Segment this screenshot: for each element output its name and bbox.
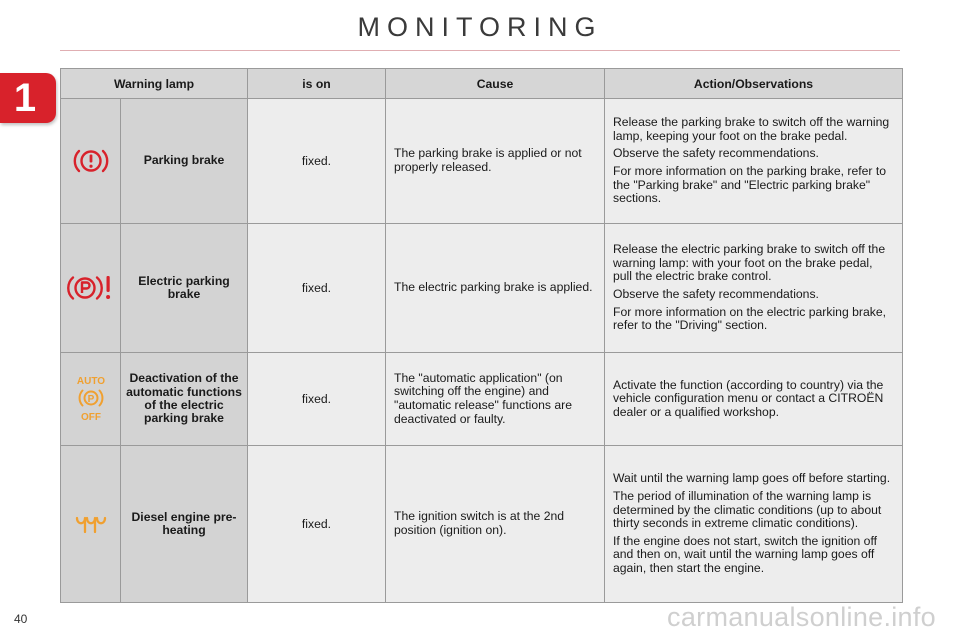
action-text: Release the electric parking brake to switch off the warning lamp: with your foot on the brake pedal, pull the electric brake control. — [613, 242, 886, 284]
action-text: The period of illumination of the warning lamp is determined by the climatic conditions (up to about thirty seconds in extreme climatic conditions). — [613, 488, 882, 531]
column-header-is-on: is on — [248, 69, 386, 99]
lamp-state: fixed. — [248, 353, 386, 446]
diesel-preheating-icon — [73, 513, 109, 535]
page-number: 40 — [14, 612, 28, 626]
action-text: Observe the safety recommendations. — [613, 287, 819, 301]
watermark: carmanualsonline.info — [667, 602, 936, 632]
title-divider — [60, 50, 900, 51]
warning-lamp-name: Parking brake — [121, 99, 248, 224]
table-row — [61, 224, 903, 353]
cause-text: The ignition switch is at the 2nd position (ignition on). — [386, 446, 605, 603]
warning-lamp-name: Deactivation of the automatic functions of the electric parking brake — [121, 353, 248, 446]
column-header-cause: Cause — [386, 69, 605, 99]
action-text: For more information on the electric parking brake, refer to the "Driving" section. — [613, 304, 886, 333]
lamp-state: fixed. — [248, 446, 386, 603]
table-row — [61, 99, 903, 224]
cause-text: The parking brake is applied or not properly released. — [386, 99, 605, 224]
action-text: If the engine does not start, switch the ignition off and then on, wait until the warning lamp goes off again, then start the engine. — [613, 533, 878, 576]
parking-brake-warning-icon — [71, 146, 111, 176]
lamp-state: fixed. — [248, 224, 386, 353]
icon-off-text: OFF — [80, 412, 101, 423]
action-text: Activate the function (according to country) via the vehicle configuration menu or contact a CITROËN dealer or a qualified workshop. — [613, 377, 884, 419]
page-title: MONITORING — [357, 12, 603, 42]
warning-lamp-name: Diesel engine pre-heating — [121, 446, 248, 603]
action-text: For more information on the parking brake, refer to the "Parking brake" and "Electric parking brake" sections. — [613, 164, 886, 206]
icon-auto-text: AUTO — [76, 376, 105, 387]
action-text: Release the parking brake to switch off the warning lamp, keeping your foot on the brake pedal. — [613, 115, 890, 143]
icon-p-text: P — [87, 394, 94, 405]
auto-parking-brake-off-icon — [71, 374, 111, 424]
warning-lamp-table — [60, 68, 903, 603]
chapter-number: 1 — [13, 76, 37, 120]
action-text: Observe the safety recommendations. — [613, 146, 819, 161]
cause-text: The electric parking brake is applied. — [386, 224, 605, 353]
electric-parking-brake-warning-icon — [65, 272, 117, 304]
warning-lamp-name: Electric parking brake — [121, 224, 248, 353]
table-row — [61, 446, 903, 603]
cause-text: The "automatic application" (on switching off the engine) and "automatic release" functions are deactivated or faulty. — [386, 353, 605, 446]
lamp-state: fixed. — [248, 99, 386, 224]
table-row — [61, 353, 903, 446]
column-header-warning-lamp: Warning lamp — [61, 69, 248, 99]
action-text: Wait until the warning lamp goes off before starting. — [613, 471, 891, 486]
column-header-action: Action/Observations — [605, 69, 903, 99]
table-header-row — [61, 69, 903, 99]
